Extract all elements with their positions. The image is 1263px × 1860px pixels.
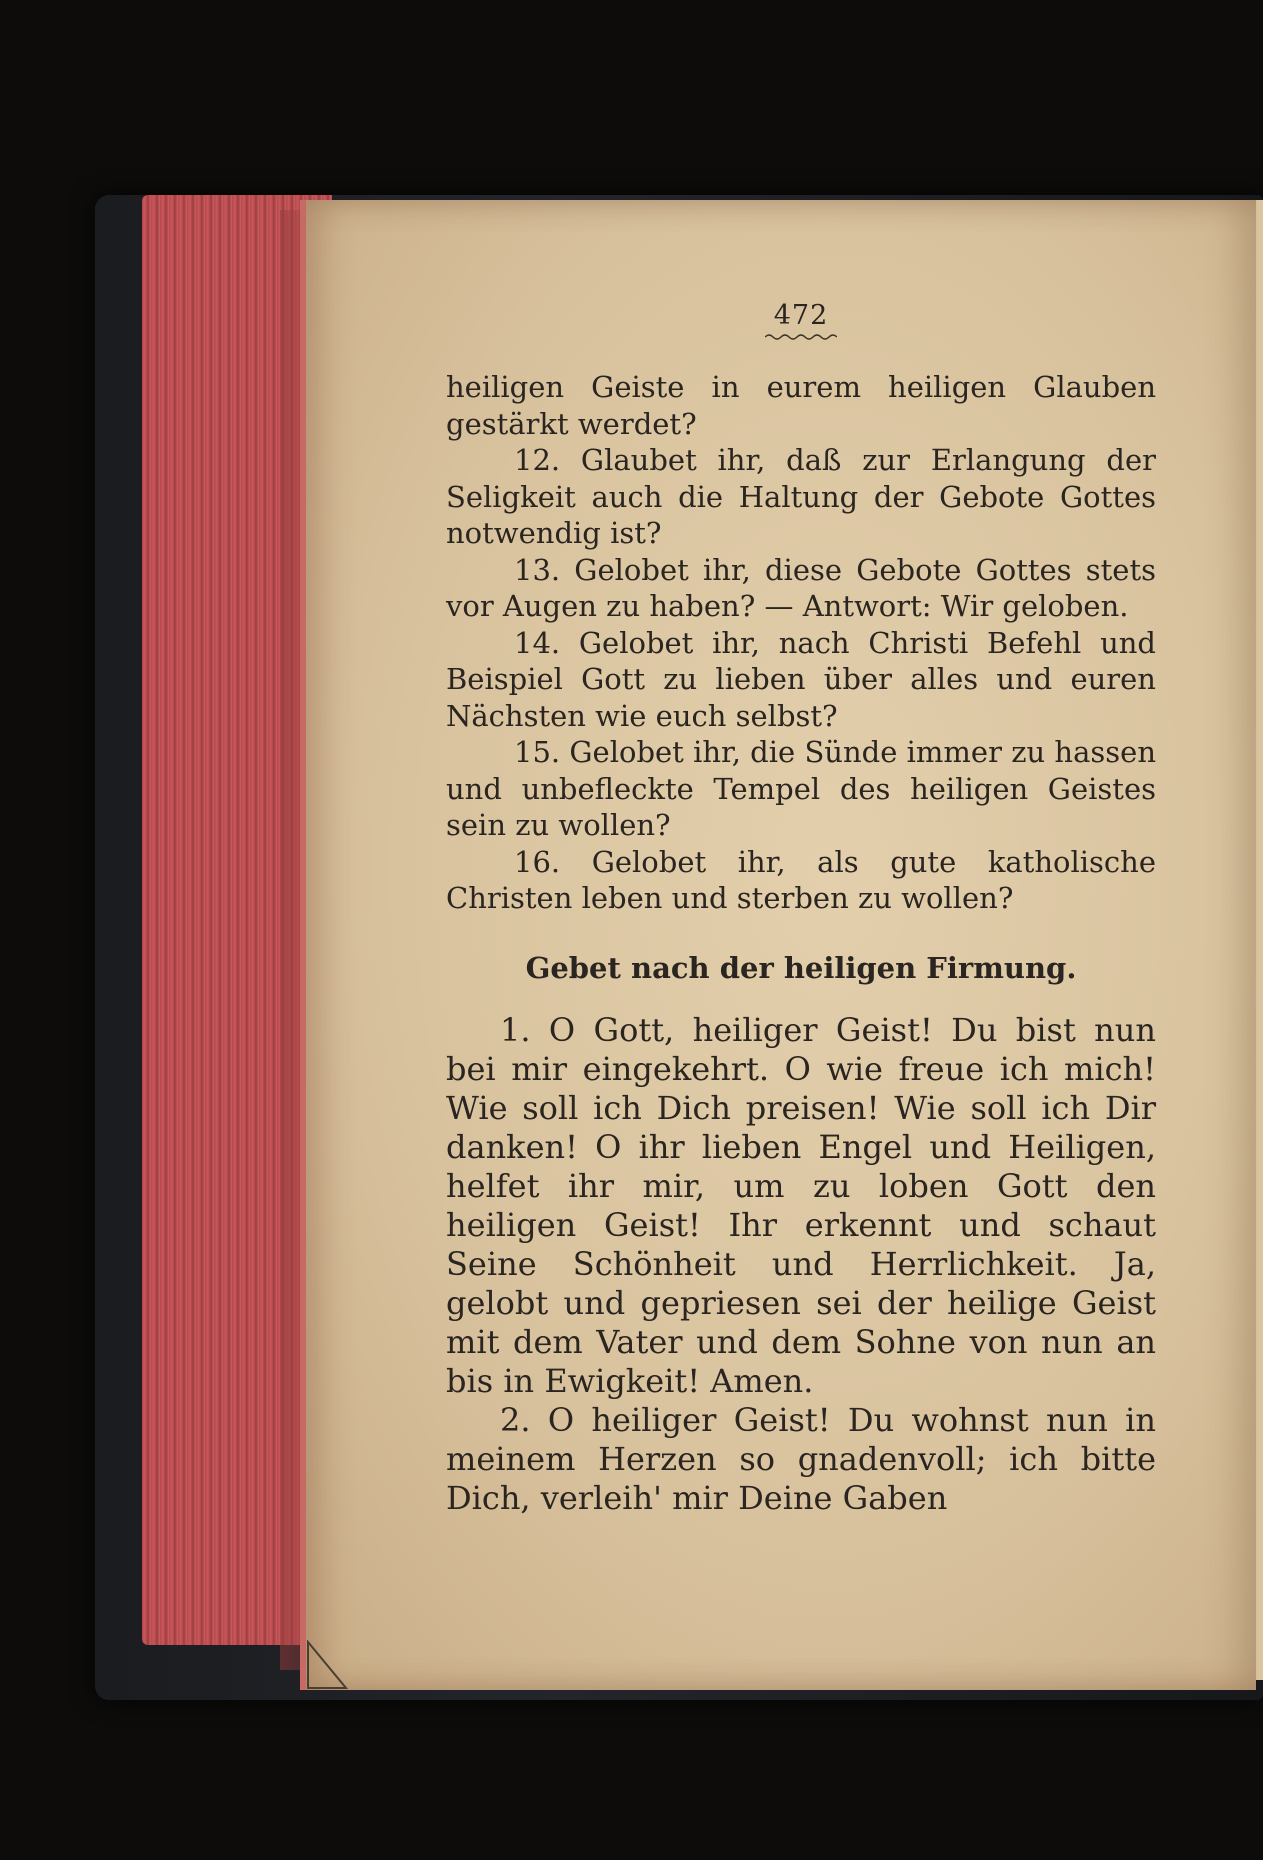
page-number: 472 — [773, 300, 829, 331]
book-page — [300, 200, 1256, 1690]
question-13: 13. Gelobet ihr, diese Gebote Gottes stets vor Augen zu haben? — Antwort: Wir geloben. — [446, 552, 1156, 623]
prayer-1: 1. O Gott, heiliger Geist! Du bist nun bei mir eingekehrt. O wie freue ich mich! Wie soll ich Dich preisen! Wie soll ich Dir danken! O ihr lieben Engel und Heiligen, helfet ihr mir, um zu loben Gott den heiligen Geist! Ihr erkennt und schaut Seine Schönheit und Herrlichkeit. Ja, gelobt und gepriesen sei der heilige Geist mit dem Vater und dem Sohne von nun an bis in Ewigkeit! Amen. — [446, 1010, 1156, 1400]
question-15: 15. Gelobet ihr, die Sünde immer zu hassen und unbefleckte Tempel des heiligen Geistes sein zu wollen? — [446, 735, 1156, 842]
question-14: 14. Gelobet ihr, nach Christi Befehl und Beispiel Gott zu lieben über alles und euren Nächsten wie euch selbst? — [446, 625, 1156, 733]
question-continuation: heiligen Geiste in eurem heiligen Glauben gestärkt werdet? — [446, 370, 1156, 441]
page-number-block — [446, 300, 1156, 341]
question-12: 12. Glaubet ihr, daß zur Erlangung der Seligkeit auch die Haltung der Gebote Gottes notwendig ist? — [446, 443, 1156, 550]
wavy-ornament-icon — [765, 333, 837, 341]
section-heading: Gebet nach der heiligen Firmung. — [525, 950, 1077, 985]
page-content — [446, 300, 1156, 1518]
page-corner-fold-icon — [306, 1640, 356, 1690]
prayer-2: 2. O heiliger Geist! Du wohnst nun in meinem Herzen so gnadenvoll; ich bitte Dich, verleih' mir Deine Gaben — [446, 1400, 1156, 1517]
question-16: 16. Gelobet ihr, als gute katholische Christen leben und sterben zu wollen? — [446, 844, 1156, 915]
